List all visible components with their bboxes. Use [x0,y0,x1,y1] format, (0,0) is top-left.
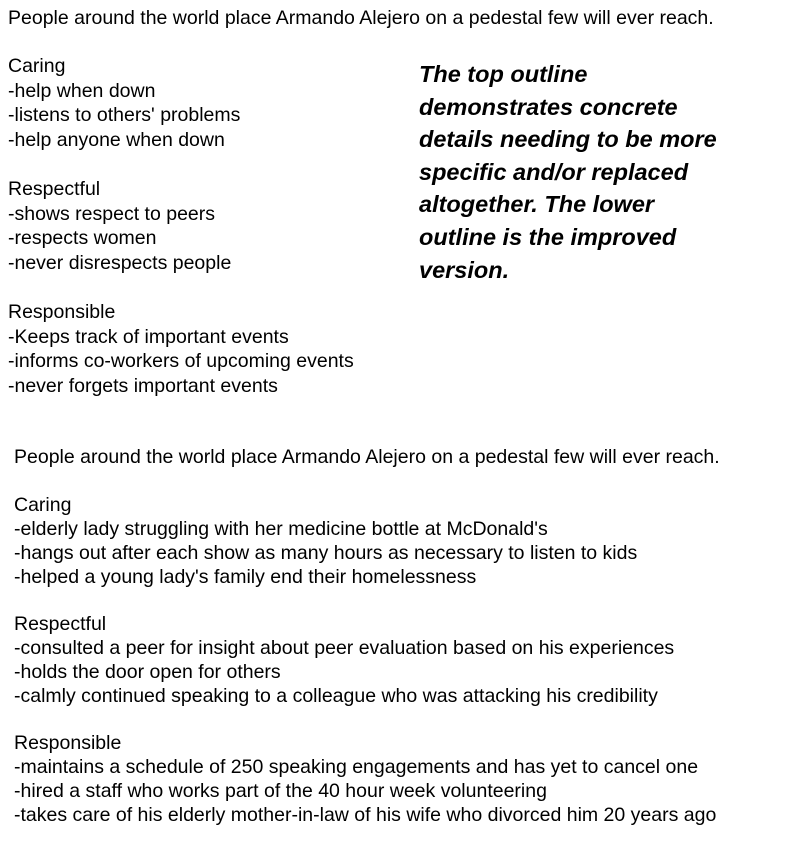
note-line: altogether. The lower [419,191,655,218]
top-heading-responsible: Responsible [8,301,116,323]
top-item: -Keeps track of important events [8,325,289,348]
top-item: -never disrespects people [8,251,232,274]
bottom-item: -maintains a schedule of 250 speaking engagements and has yet to cancel one [14,756,699,778]
bottom-item: -consulted a peer for insight about peer evaluation based on his experiences [14,637,675,659]
note-line: outline is the improved [419,223,677,250]
note-line: The top outline [419,61,588,87]
top-intro: People around the world place Armando Alejero on a pedestal few will ever reach. [8,7,714,29]
bottom-intro: People around the world place Armando Alejero on a pedestal few will ever reach. [14,446,720,468]
bottom-item: -calmly continued speaking to a colleague who was attacking his credibility [14,685,658,707]
bottom-heading-respectful: Respectful [14,613,107,635]
bottom-heading-caring: Caring [14,494,72,516]
bottom-item: -hired a staff who works part of the 40 hour week volunteering [14,780,547,802]
top-heading-respectful: Respectful [8,178,101,200]
note-line: details needing to be more [419,126,717,153]
top-item: -help anyone when down [8,128,225,151]
bottom-item: -holds the door open for others [14,661,281,683]
top-item: -never forgets important events [8,374,278,397]
top-item: -help when down [8,79,156,102]
note-line: demonstrates concrete [419,93,678,120]
bottom-item: -takes care of his elderly mother-in-law of his wife who divorced him 20 years ago [14,804,717,826]
note-line: version. [419,256,510,283]
top-heading-caring: Caring [8,55,66,77]
bottom-heading-responsible: Responsible [14,732,122,754]
note-line: specific and/or replaced [419,158,689,185]
top-item: -shows respect to peers [8,202,216,225]
explanatory-note [419,58,789,286]
bottom-item: -elderly lady struggling with her medicine bottle at McDonald's [14,518,548,540]
bottom-item: -helped a young lady's family end their homelessness [14,566,477,588]
top-item: -listens to others' problems [8,104,241,127]
top-item: -informs co-workers of upcoming events [8,350,354,373]
bottom-item: -hangs out after each show as many hours as necessary to listen to kids [14,542,638,564]
top-item: -respects women [8,227,157,250]
